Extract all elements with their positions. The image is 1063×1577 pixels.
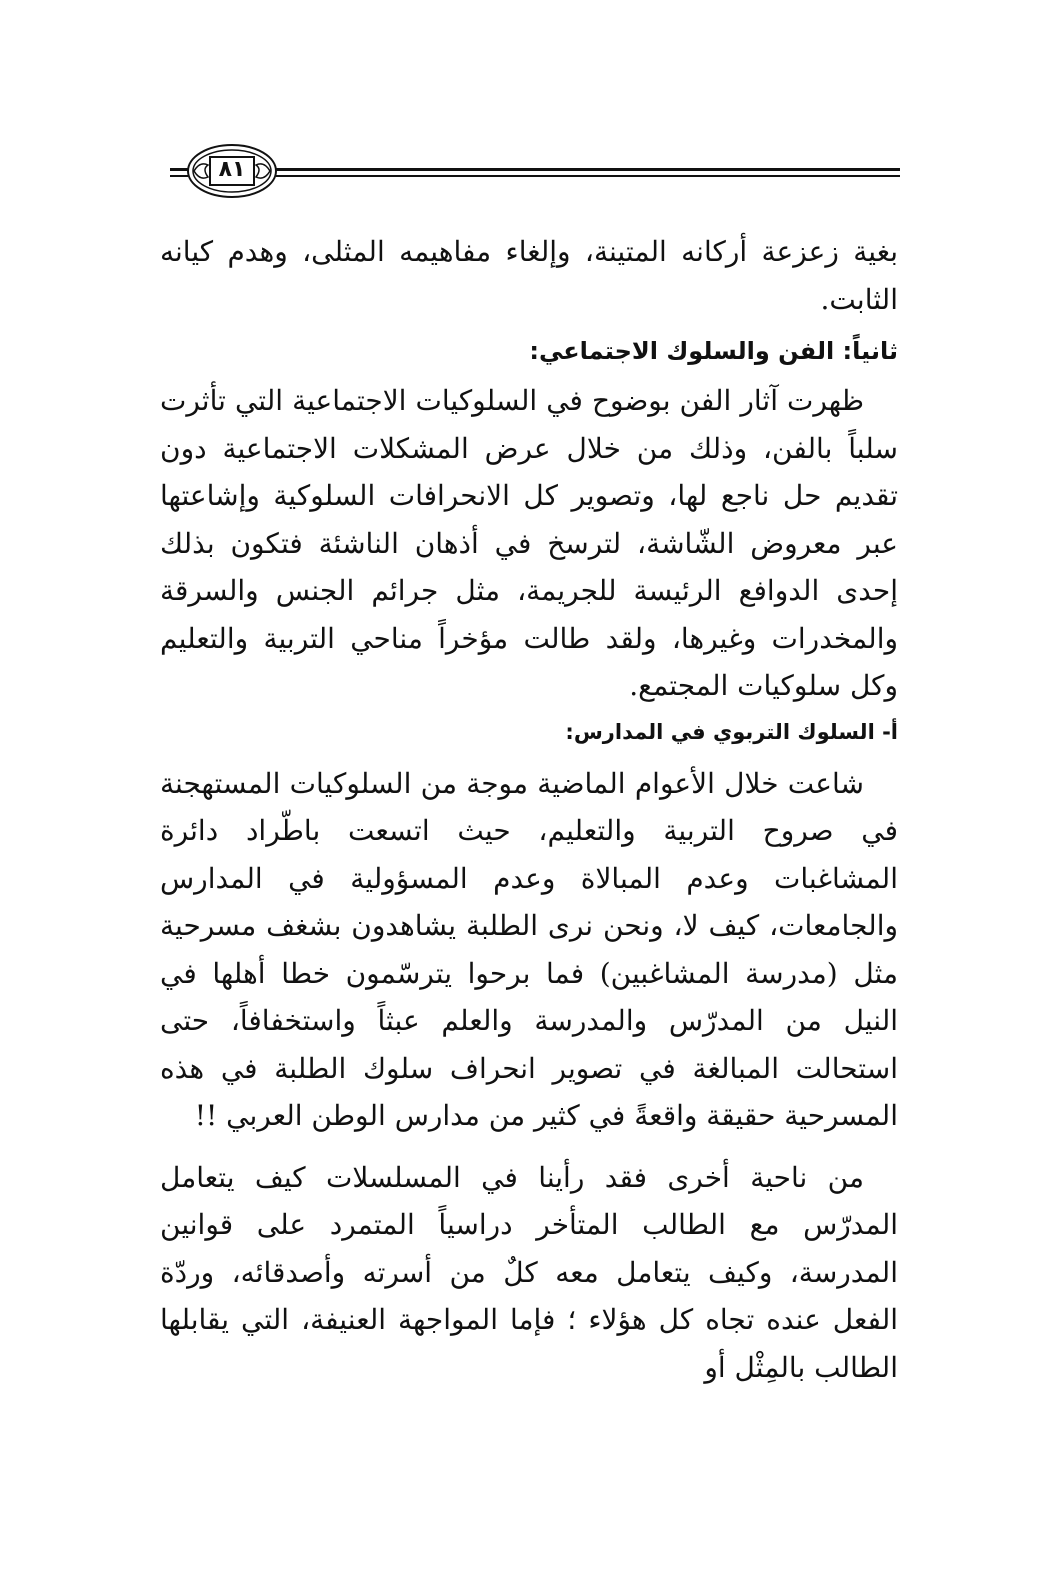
paragraph-continued: بغية زعزعة أركانه المتينة، وإلغاء مفاهيمه المثلى، وهدم كيانه الثابت. — [160, 235, 898, 316]
section-heading: ثانياً: الفن والسلوك الاجتماعي: — [529, 337, 898, 365]
paragraph-art-social-behavior: ظهرت آثار الفن بوضوح في السلوكيات الاجتماعية التي تأثرت سلباً بالفن، وذلك من خلال عرض المشكلات الاجتماعية دون تقديم حل ناجع لها، وتصوير كل الانحرافات السلوكية وإشاعتها عبر معروض الشّاشة، لترسخ في أذهان الناشئة فتكون بذلك إحدى الدوافع الرئيسة للجريمة، مثل جرائم الجنس والسرقة والمخدرات وغيرها، ولقد طالت مؤخراً مناحي التربية والتعليم وكل سلوكيات المجتمع. — [160, 384, 899, 702]
page-header — [170, 140, 900, 200]
paragraph-series-teacher: من ناحية أخرى فقد رأينا في المسلسلات كيف يتعامل المدرّس مع الطالب المتأخر دراسياً المتمرد على قوانين المدرسة، وكيف يتعامل معه كلٌ من أسرته وأصدقائه، وردّة الفعل عنده تجاه كل هؤلاء ؛ فإما المواجهة العنيفة، التي يقابلها الطالب بالمِثْل أو — [160, 1160, 898, 1384]
page-body — [160, 228, 898, 1391]
page-number: ٨١ — [218, 157, 246, 182]
header-rule-thin — [276, 175, 900, 177]
subsection-heading: أ- السلوك التربوي في المدارس: — [565, 719, 898, 744]
header-rule-thick — [276, 168, 900, 171]
paragraph-gap — [160, 1140, 898, 1154]
paragraph-school-behavior: شاعت خلال الأعوام الماضية موجة من السلوكيات المستهجنة في صروح التربية والتعليم، حيث اتسعت باطّراد دائرة المشاغبات وعدم المبالاة وعدم المسؤولية في المدارس والجامعات، كيف لا، ونحن نرى الطلبة يشاهدون بشغف مسرحية مثل (مدرسة المشاغبين) فما برحوا يترسّمون خطا أهلها في النيل من المدرّس والمدرسة والعلم عبثاً واستخفافاً، حتى استحالت المبالغة في تصوير انحراف سلوك الطلبة في هذه المسرحية حقيقة واقعةً في كثير من مدارس الوطن العربي !! — [160, 766, 899, 1132]
